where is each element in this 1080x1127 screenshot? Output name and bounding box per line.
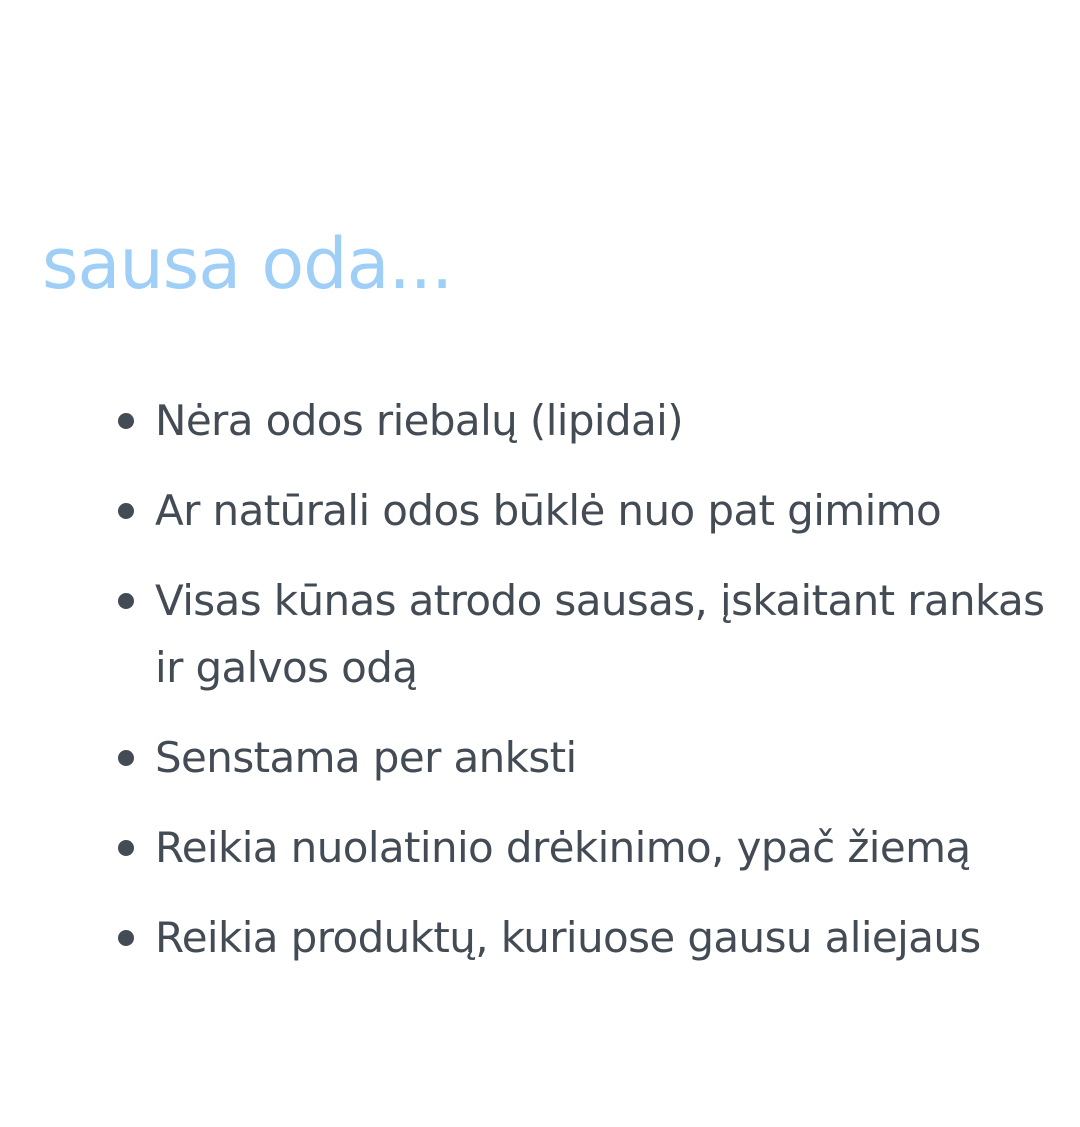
list-item-text: Reikia nuolatinio drėkinimo, ypač žiemą bbox=[155, 823, 971, 872]
list-item-text: Ar natūrali odos būklė nuo pat gimimo bbox=[155, 486, 942, 535]
list-item bbox=[116, 904, 1056, 971]
bullet-dot-icon bbox=[118, 413, 134, 429]
list-item bbox=[116, 567, 1056, 701]
bullet-dot-icon bbox=[118, 930, 134, 946]
bullet-dot-icon bbox=[118, 750, 134, 766]
list-item bbox=[116, 724, 1056, 791]
list-item-text: Nėra odos riebalų (lipidai) bbox=[155, 396, 684, 445]
list-item bbox=[116, 477, 1056, 544]
bullet-list bbox=[116, 387, 1056, 994]
bullet-dot-icon bbox=[118, 593, 134, 609]
list-item-text: Reikia produktų, kuriuose gausu aliejaus bbox=[155, 913, 981, 962]
list-item bbox=[116, 387, 1056, 454]
list-item-text: Visas kūnas atrodo sausas, įskaitant rankas ir galvos odą bbox=[155, 576, 1045, 692]
bullet-dot-icon bbox=[118, 503, 134, 519]
list-item-text: Senstama per anksti bbox=[155, 733, 577, 782]
list-item bbox=[116, 814, 1056, 881]
page-title: sausa oda... bbox=[42, 223, 453, 305]
bullet-dot-icon bbox=[118, 840, 134, 856]
